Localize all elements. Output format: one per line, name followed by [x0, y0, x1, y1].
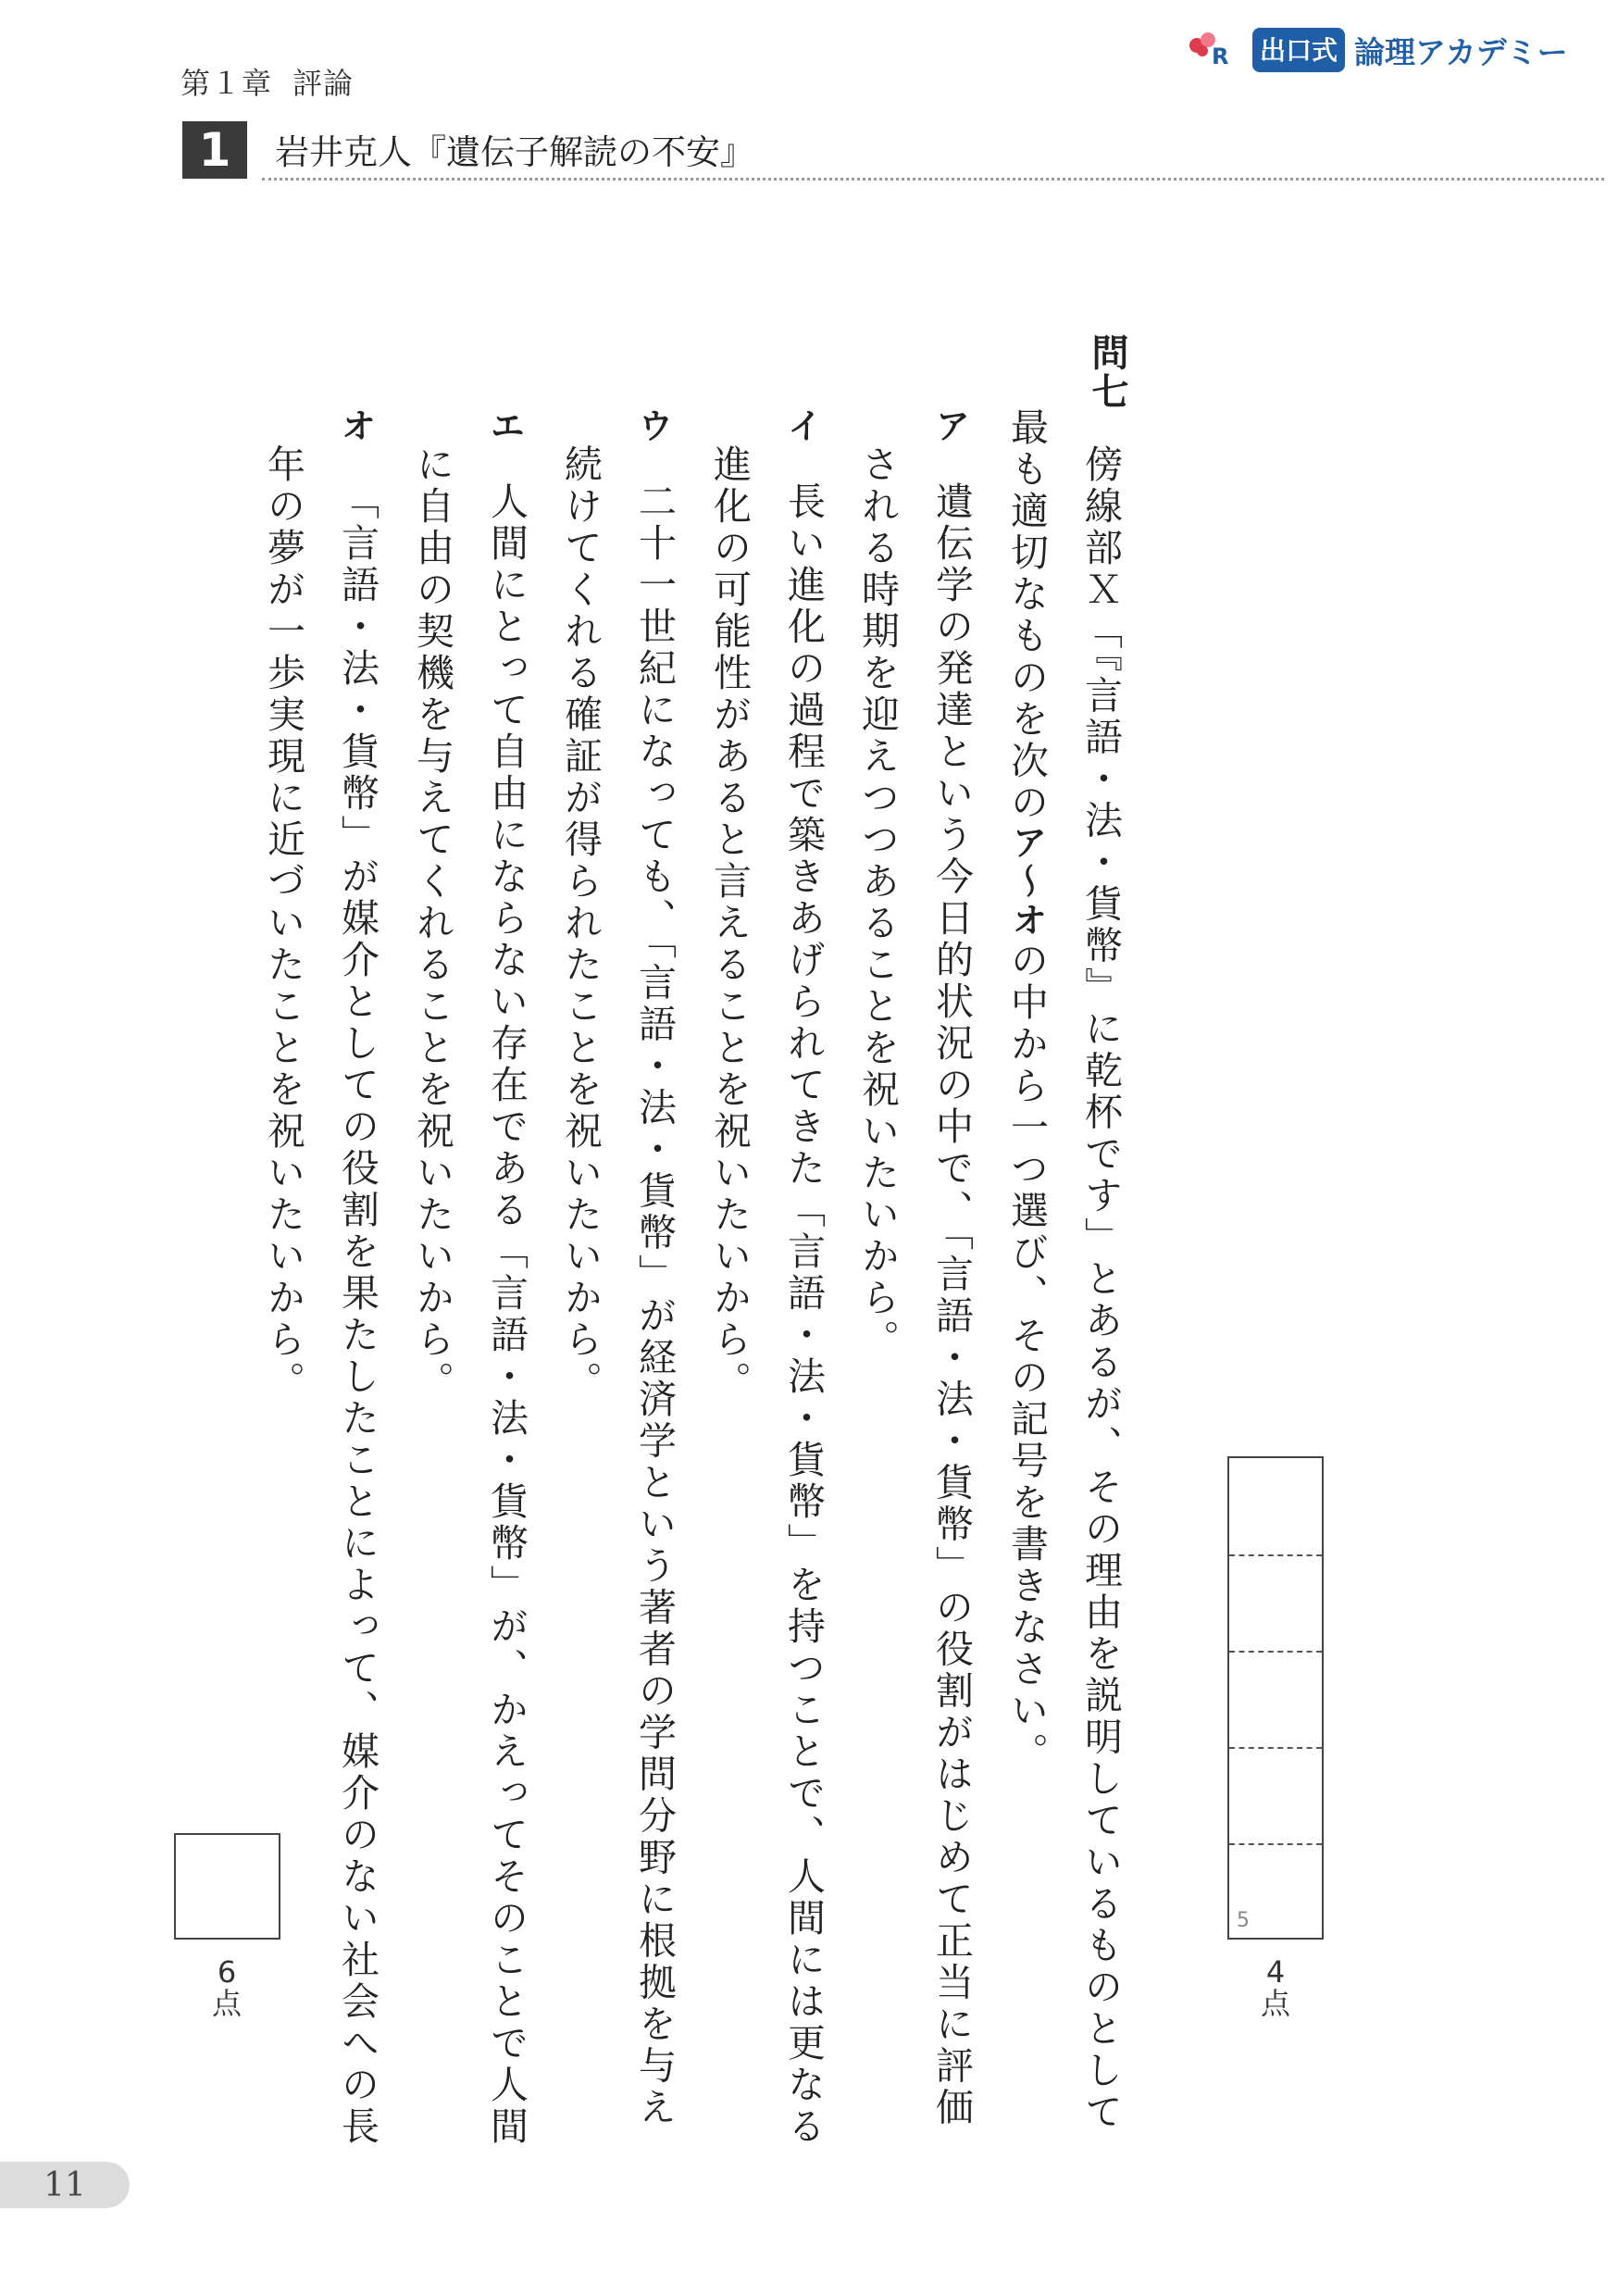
question-line-1: 傍線部Ｘ「『言語・法・貨幣』に乾杯です」とあるが、その理由を説明しているものとして	[1078, 444, 1123, 2134]
cell-divider	[1229, 1554, 1322, 1556]
choice-i-line-2: 進化の可能性があると言えることを祝いたいから。	[707, 444, 752, 1403]
points-value: 4	[1265, 1954, 1286, 1990]
publisher-logo	[1188, 28, 1568, 72]
question-label: 問七	[1086, 333, 1128, 411]
question-line-2-pre: 最も適切なものを次の	[1004, 407, 1049, 824]
choice-u-line-2: 続けてくれる確証が得られたことを祝いたいから。	[558, 444, 603, 1403]
points-label-box1	[1248, 1956, 1303, 2019]
logo-text: 論理アカデミー	[1354, 33, 1568, 70]
header-divider	[262, 178, 1604, 181]
choice-o-line-1: 「言語・法・貨幣」が媒介としての役割を果たしたことによって、媒介のない社会への長	[335, 481, 380, 2148]
answer-box-5-cells[interactable]	[1227, 1456, 1324, 1940]
choice-a-line-2: される時期を迎えつつあることを祝いたいから。	[855, 444, 900, 1361]
choice-range-mark: ア〜オ	[1006, 824, 1047, 941]
logo-mark-letter: R	[1212, 44, 1229, 69]
choice-a-label: ア	[929, 407, 970, 446]
page-number: 11	[0, 2162, 130, 2208]
choice-e-line-2: に自由の契機を与えてくれることを祝いたいから。	[410, 444, 454, 1403]
logo-badge: 出口式	[1252, 28, 1345, 72]
cell-count-label: 5	[1237, 1909, 1250, 1932]
choice-o-label: オ	[335, 407, 376, 446]
choice-i-line-1: 長い進化の過程で築きあげられてきた「言語・法・貨幣」を持つことで、人間には更なる	[781, 481, 826, 2148]
section-label: 評論	[292, 66, 355, 101]
chapter-label: 第１章	[180, 66, 273, 101]
question-line-2-post: の中から一つ選び、その記号を書きなさい。	[1004, 941, 1049, 1774]
cell-divider	[1229, 1651, 1322, 1653]
cell-divider	[1229, 1747, 1322, 1749]
choice-i-label: イ	[781, 407, 822, 446]
choice-o-line-2: 年の夢が一歩実現に近づいたことを祝いたいから。	[261, 444, 305, 1403]
cell-divider	[1229, 1843, 1322, 1845]
lesson-number-badge: 1	[182, 121, 247, 179]
question-line-2	[1004, 407, 1049, 1774]
logo-mark-icon	[1188, 29, 1249, 71]
answer-box-single[interactable]	[174, 1833, 280, 1940]
choice-e-label: エ	[484, 407, 525, 446]
choice-u-label: ウ	[632, 407, 673, 446]
choice-e-line-1: 人間にとって自由にならない存在である「言語・法・貨幣」が、かえってそのことで人間	[484, 481, 529, 2148]
choice-u-line-1: 二十一世紀になっても、「言語・法・貨幣」が経済学という著者の学問分野に根拠を与え	[632, 481, 677, 2129]
points-label-box2	[199, 1956, 255, 2019]
chapter-heading	[180, 60, 374, 103]
points-value: 6	[217, 1954, 237, 1990]
points-unit: 点	[211, 1986, 242, 2021]
points-unit: 点	[1260, 1986, 1290, 2021]
choice-a-line-1: 遺伝学の発達という今日的状況の中で、「言語・法・貨幣」の役割がはじめて正当に評価	[929, 481, 974, 2129]
lesson-title: 岩井克人『遺伝子解読の不安』	[275, 132, 754, 172]
